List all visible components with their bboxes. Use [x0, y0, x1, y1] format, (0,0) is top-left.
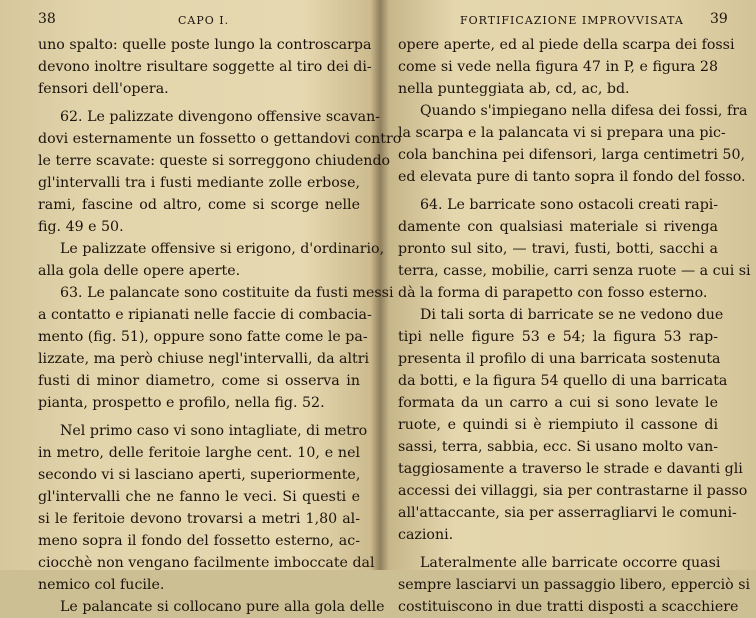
text-line: Le palancate si collocano pure alla gola delle [60, 599, 385, 615]
page-text [398, 34, 751, 618]
text-line: pianta, prospetto e profilo, nella fig. 52. [38, 395, 325, 411]
text-line: le terre scavate: queste si sorreggono chiudendo [38, 153, 391, 169]
text-line: ruote, e quindi si è riempiuto il cassone di [398, 417, 718, 433]
text-line: costituiscono in due tratti disposti a scacchiere [398, 599, 739, 615]
text-line: taggiosamente a traverso le strade e davanti gli [398, 461, 743, 477]
right-page [380, 0, 756, 615]
text-line: cola banchina pei difensori, larga centimetri 50, [398, 147, 745, 163]
text-line: uno spalto: quelle poste lungo la controscarpa [38, 37, 372, 53]
page-number: 39 [710, 11, 728, 27]
text-line: tipi nelle figure 53 e 54; la figura 53 rap- [398, 329, 718, 345]
text-line: Le palizzate offensive si erigono, d'ordinario, [60, 241, 385, 257]
text-line: in metro, delle feritoie larghe cent. 10, e nel [38, 445, 360, 461]
page-number: 38 [38, 11, 56, 27]
text-line: gl'intervalli tra i fusti mediante zolle erbose, [38, 175, 360, 191]
text-line: da botti, e la figura 54 quello di una barricata [398, 373, 728, 389]
text-line: 63. Le palancate sono costituite da fusti messi [60, 285, 394, 301]
text-line: Di tali sorta di barricate se ne vedono due [420, 307, 724, 323]
page-text [38, 34, 402, 618]
text-line: fig. 49 e 50. [38, 219, 124, 235]
text-line: damente con qualsiasi materiale si rivenga [398, 219, 718, 235]
text-line: dovi esternamente un fossetto o gettandovi contro [38, 131, 402, 147]
text-line: a contatto e ripianati nelle faccie di combacia- [38, 307, 372, 323]
text-line: pronto sul sito, — travi, fusti, botti, sacchi a [398, 241, 718, 257]
running-head: CAPO I. [178, 14, 230, 27]
text-line: la scarpa e la palancata vi si prepara una pic- [398, 125, 726, 141]
text-line: presenta il profilo di una barricata sostenuta [398, 351, 721, 367]
text-line: lizzate, ma però chiuse negl'intervalli, da altri [38, 351, 370, 367]
text-line: sassi, terra, sabbia, ecc. Si usano molto van- [398, 439, 718, 455]
text-line: 64. Le barricate sono ostacoli creati rapi- [420, 197, 719, 213]
text-line: dà la forma di parapetto con fosso esterno. [398, 285, 708, 301]
text-line: fensori dell'opera. [38, 81, 169, 97]
text-line: Quando s'impiegano nella difesa dei fossi, fra [420, 103, 748, 119]
running-head: FORTIFICAZIONE IMPROVVISATA [460, 14, 684, 27]
text-line: mento (fig. 51), oppure sono fatte come le pa- [38, 329, 368, 345]
text-line: nella punteggiata ab, cd, ac, bd. [398, 81, 630, 97]
text-line: ciocchè non vengano facilmente imboccate dal [38, 555, 375, 571]
text-line: secondo vi si lasciano aperti, superiormente, [38, 467, 361, 483]
text-line: devono inoltre risultare soggette al tiro dei di- [38, 59, 372, 75]
text-line: rami, fascine od altro, come si scorge nelle [38, 197, 360, 213]
text-line: meno sopra il fondo del fossetto esterno, ac- [38, 533, 360, 549]
text-line: accessi dei villaggi, sia per contrastarne il passo [398, 483, 748, 499]
text-line: 62. Le palizzate divengono offensive scavan- [60, 109, 380, 125]
text-line: formata da un carro a cui si sono levate le [398, 395, 718, 411]
text-line: fusti di minor diametro, come si osserva in [38, 373, 360, 389]
text-line: Lateralmente alle barricate occorre quasi [420, 555, 721, 571]
text-line: ed elevata pure di tanto sopra il fondo del fosso. [398, 169, 746, 185]
text-line: nemico col fucile. [38, 577, 165, 593]
text-line: alla gola delle opere aperte. [38, 263, 241, 279]
text-line: opere aperte, ed al piede della scarpa dei fossi [398, 37, 735, 53]
text-line: si le feritoie devono trovarsi a metri 1,80 al- [38, 511, 360, 527]
text-line: Nel primo caso vi sono intagliate, di metro [60, 423, 368, 439]
text-line: all'attaccante, sia per asserragliarvi le comuni- [398, 505, 737, 521]
text-line: come si vede nella figura 47 in P, e figura 28 [398, 59, 718, 75]
text-line: terra, casse, mobilie, carri senza ruote — a cui si [398, 263, 751, 279]
text-line: cazioni. [398, 527, 454, 543]
text-line: gl'intervalli che ne fanno le veci. Si questi e [38, 489, 360, 505]
text-line: sempre lasciarvi un passaggio libero, epperciò si [398, 577, 751, 593]
